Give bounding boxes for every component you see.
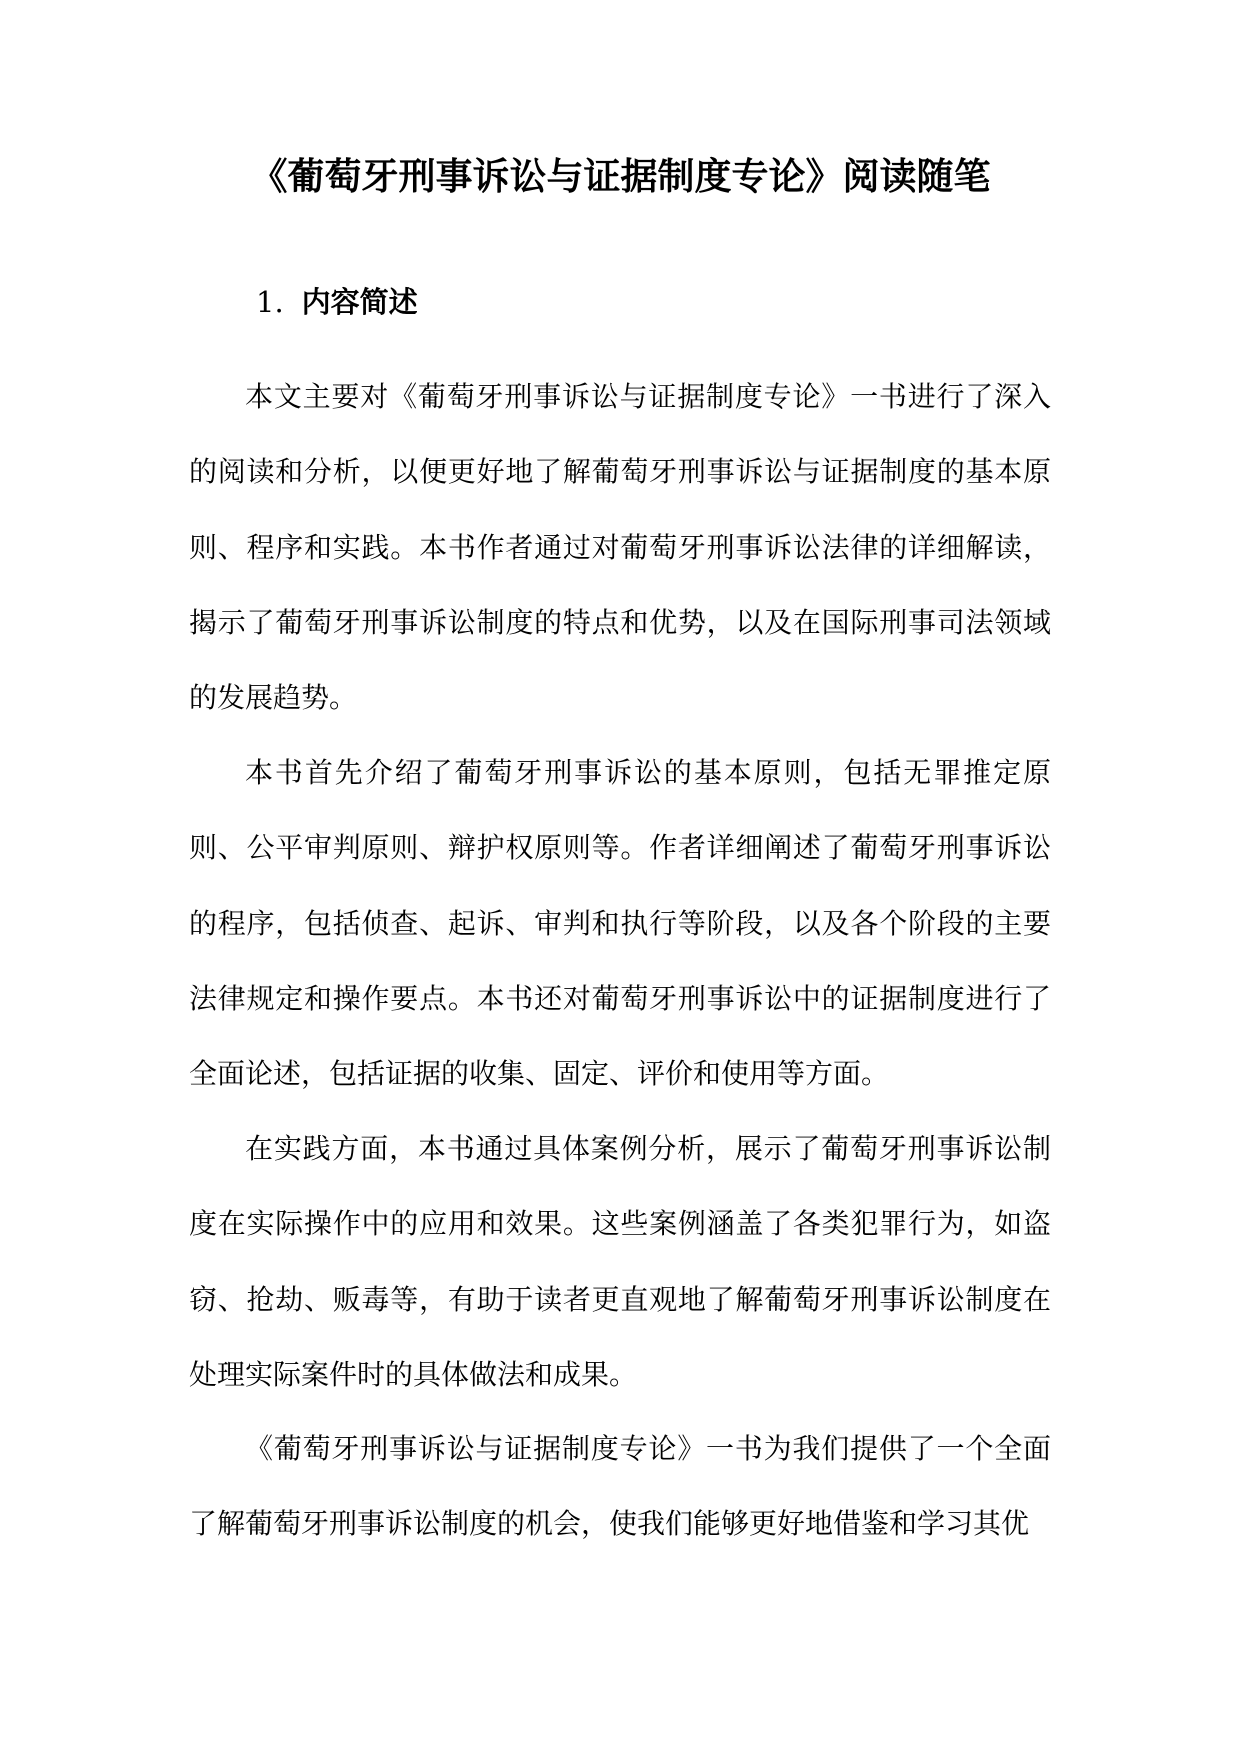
document-title: 《葡萄牙刑事诉讼与证据制度专论》阅读随笔: [250, 155, 991, 198]
body-paragraph: 《葡萄牙刑事诉讼与证据制度专论》一书为我们提供了一个全面了解葡萄牙刑事诉讼制度的机会，使我们能够更好地借鉴和学习其优: [189, 1432, 1051, 1541]
body-paragraph: 在实践方面，本书通过具体案例分析，展示了葡萄牙刑事诉讼制度在实际操作中的应用和效果。这些案例涵盖了各类犯罪行为，如盗窃、抢劫、贩毒等，有助于读者更直观地了解葡萄牙刑事诉讼制度在处理实际案件时的具体做法和成果。: [189, 1132, 1051, 1391]
body-paragraph: 本文主要对《葡萄牙刑事诉讼与证据制度专论》一书进行了深入的阅读和分析，以便更好地了解葡萄牙刑事诉讼与证据制度的基本原则、程序和实践。本书作者通过对葡萄牙刑事诉讼法律的详细解读，揭示了葡萄牙刑事诉讼制度的特点和优势，以及在国际刑事司法领域的发展趋势。: [189, 380, 1051, 715]
body-paragraph: 本书首先介绍了葡萄牙刑事诉讼的基本原则，包括无罪推定原则、公平审判原则、辩护权原则等。作者详细阐述了葡萄牙刑事诉讼的程序，包括侦查、起诉、审判和执行等阶段，以及各个阶段的主要法律规定和操作要点。本书还对葡萄牙刑事诉讼中的证据制度进行了全面论述，包括证据的收集、固定、评价和使用等方面。: [189, 756, 1051, 1091]
section-heading-text: 内容简述: [301, 285, 418, 319]
section-heading: [256, 280, 418, 324]
section-number: 1.: [256, 285, 284, 319]
